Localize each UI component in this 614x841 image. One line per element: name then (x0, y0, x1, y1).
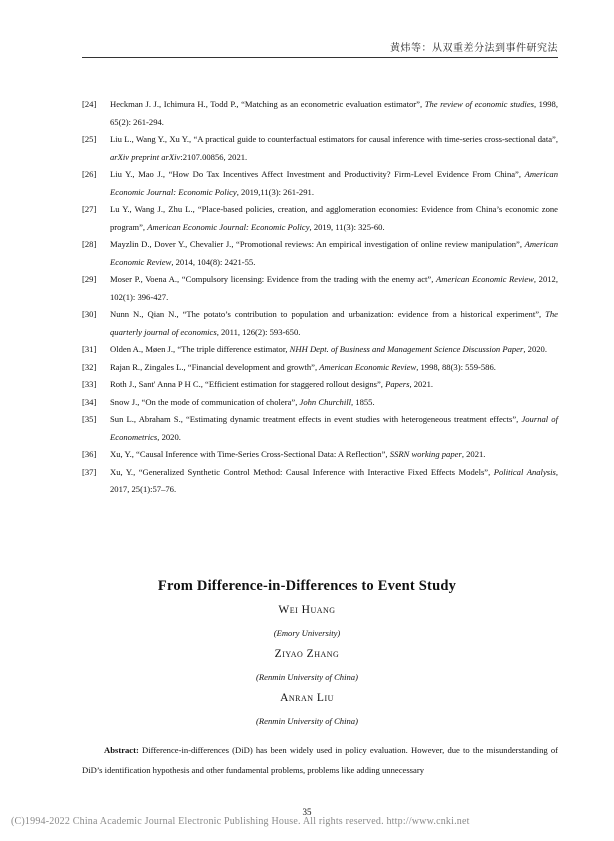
reference-number: [30] (82, 309, 97, 319)
reference-number: [33] (82, 379, 97, 389)
reference-number: [32] (82, 361, 97, 372)
reference-number: [24] (82, 99, 97, 109)
reference-text: Liu L., Wang Y., Xu Y., “A practical guide to counterfactual estimators for causal inference with time-series cross-sectional data”, arXiv preprint arXiv:2107.00856, 2021. (110, 134, 558, 162)
reference-text: Rajan R., Zingales L., “Financial development and growth”, American Economic Review, 1998, 88(3): 559-586. (110, 361, 496, 372)
reference-text: Moser P., Voena A., “Compulsory licensing: Evidence from the trading with the enemy act”, American Economic Review, 2012, 102(1): 396-427. (110, 274, 558, 302)
running-head: 黄炜等：从双重差分法到事件研究法 (390, 43, 558, 54)
author-name: Wei Huang (278, 604, 336, 616)
abstract-label: Abstract: (104, 745, 139, 755)
reference-item (82, 166, 558, 201)
paper-title: From Difference-in-Differences to Event Study (157, 578, 457, 594)
reference-item (82, 446, 558, 464)
reference-number: [27] (82, 204, 97, 214)
reference-number: [34] (82, 396, 97, 407)
reference-number: [36] (82, 449, 97, 459)
reference-item (82, 464, 558, 499)
reference-item (82, 411, 558, 446)
copyright-footer: (C)1994-2022 China Academic Journal Electronic Publishing House. All rights reserved. http://www.cnki.net (11, 816, 470, 827)
author-affiliation: (Emory University) (273, 628, 341, 638)
reference-text: Olden A., Møen J., “The triple difference estimator, NHH Dept. of Business and Management Science Discussion Paper, 2020. (110, 344, 547, 354)
reference-item (82, 236, 558, 271)
reference-number: [26] (82, 169, 97, 179)
author-affiliation: (Renmin University of China) (256, 672, 358, 682)
reference-text: Liu Y., Mao J., “How Do Tax Incentives Affect Investment and Productivity? Firm-Level Evidence From China”, American Economic Journal: Economic Policy, 2019,11(3): 261-291. (110, 169, 558, 197)
reference-text: Lu Y., Wang J., Zhu L., “Place-based policies, creation, and agglomeration economies: Evidence from China’s economic zone program”, American Economic Journal: Economic Policy, 2019, 11(3): 325-60. (110, 204, 558, 232)
reference-number: [37] (82, 466, 97, 477)
reference-text: Roth J., Sant' Anna P H C., “Efficient estimation for staggered rollout designs”, Papers, 2021. (110, 379, 434, 389)
reference-text: Xu, Y., “Generalized Synthetic Control Method: Causal Inference with Interactive Fixed Effects Models”, Political Analysis, 2017, 25(1):57–76. (110, 466, 558, 494)
reference-number: [31] (82, 344, 97, 354)
reference-number: [29] (82, 274, 97, 284)
reference-item (82, 341, 558, 359)
header-rule (82, 57, 558, 58)
reference-text: Xu, Y., “Causal Inference with Time-Series Cross-Sectional Data: A Reflection”, SSRN working paper, 2021. (110, 449, 486, 459)
reference-text: Nunn N., Qian N., “The potato’s contribution to population and urbanization: evidence from a historical experiment”, The quarterly journal of economics, 2011, 126(2): 593-650. (110, 309, 558, 337)
author-name: Ziyao Zhang (274, 648, 340, 660)
abstract-text: Difference-in-differences (DiD) has been widely used in policy evaluation. However, due to the misunderstanding of DiD’s identification hypothesis and other fundamental problems, problems like adding unnecessary (82, 745, 558, 775)
reference-item (82, 376, 558, 394)
reference-text: Mayzlin D., Dover Y., Chevalier J., “Promotional reviews: An empirical investigation of online review manipulation”, American Economic Review, 2014, 104(8): 2421-55. (110, 239, 558, 267)
reference-item (82, 394, 558, 412)
reference-item (82, 131, 558, 166)
author-name: Anran Liu (280, 692, 334, 704)
reference-list (82, 96, 558, 499)
abstract (82, 740, 558, 780)
reference-text: Heckman J. J., Ichimura H., Todd P., “Matching as an econometric evaluation estimator”, The review of economic studies, 1998, 65(2): 261-294. (110, 99, 558, 127)
reference-item (82, 306, 558, 341)
reference-text: Sun L., Abraham S., “Estimating dynamic treatment effects in event studies with heterogeneous treatment effects”, Journal of Econometrics, 2020. (110, 414, 558, 442)
reference-text: Snow J., “On the mode of communication of cholera”, John Churchill, 1855. (110, 396, 375, 407)
reference-number: [28] (82, 239, 97, 249)
reference-item (82, 96, 558, 131)
reference-item (82, 201, 558, 236)
author-affiliation: (Renmin University of China) (256, 716, 358, 726)
reference-item (82, 359, 558, 377)
reference-number: [35] (82, 414, 97, 424)
reference-number: [25] (82, 134, 97, 144)
reference-item (82, 271, 558, 306)
page-number: 35 (302, 807, 312, 817)
